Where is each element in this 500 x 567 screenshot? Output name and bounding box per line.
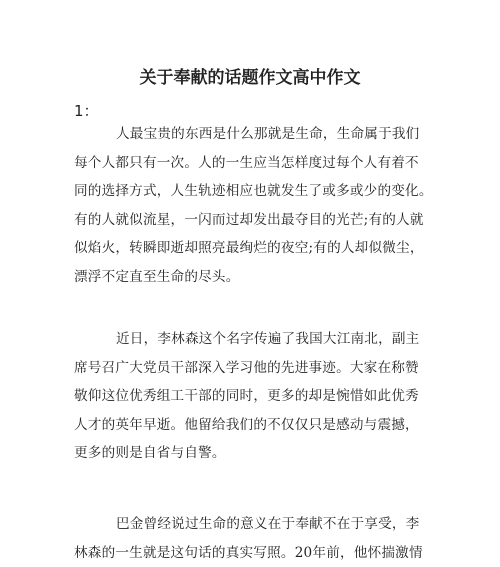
paragraph-line: 漂浮不定直至生命的尽头。 bbox=[74, 263, 426, 292]
document-title: 关于奉献的话题作文高中作文 bbox=[0, 63, 500, 88]
paragraph-1 bbox=[74, 120, 426, 291]
section-number: 1： bbox=[74, 100, 99, 121]
paragraph-line: 林森的一生就是这句话的真实写照。20年前，他怀揣激情 bbox=[74, 539, 426, 567]
paragraph-line: 更多的则是自省与自警。 bbox=[74, 439, 426, 468]
paragraph-line: 人最宝贵的东西是什么那就是生命，生命属于我们 bbox=[74, 120, 426, 149]
paragraph-2 bbox=[74, 325, 426, 468]
paragraph-line: 似焰火，转瞬即逝却照亮最绚烂的夜空;有的人却似微尘， bbox=[74, 234, 426, 263]
paragraph-line: 席号召广大党员干部深入学习他的先进事迹。大家在称赞 bbox=[74, 354, 426, 383]
paragraph-line: 人才的英年早逝。他留给我们的不仅仅只是感动与震撼， bbox=[74, 411, 426, 440]
paragraph-line: 敬仰这位优秀组工干部的同时，更多的却是惋惜如此优秀 bbox=[74, 382, 426, 411]
paragraph-line: 每个人都只有一次。人的一生应当怎样度过每个人有着不 bbox=[74, 149, 426, 178]
paragraph-3 bbox=[74, 510, 426, 567]
paragraph-line: 近日，李林森这个名字传遍了我国大江南北，副主 bbox=[74, 325, 426, 354]
paragraph-line: 有的人就似流星，一闪而过却发出最夺目的光芒;有的人就 bbox=[74, 206, 426, 235]
paragraph-line: 巴金曾经说过生命的意义在于奉献不在于享受，李 bbox=[74, 510, 426, 539]
paragraph-line: 同的选择方式，人生轨迹相应也就发生了或多或少的变化。 bbox=[74, 177, 426, 206]
